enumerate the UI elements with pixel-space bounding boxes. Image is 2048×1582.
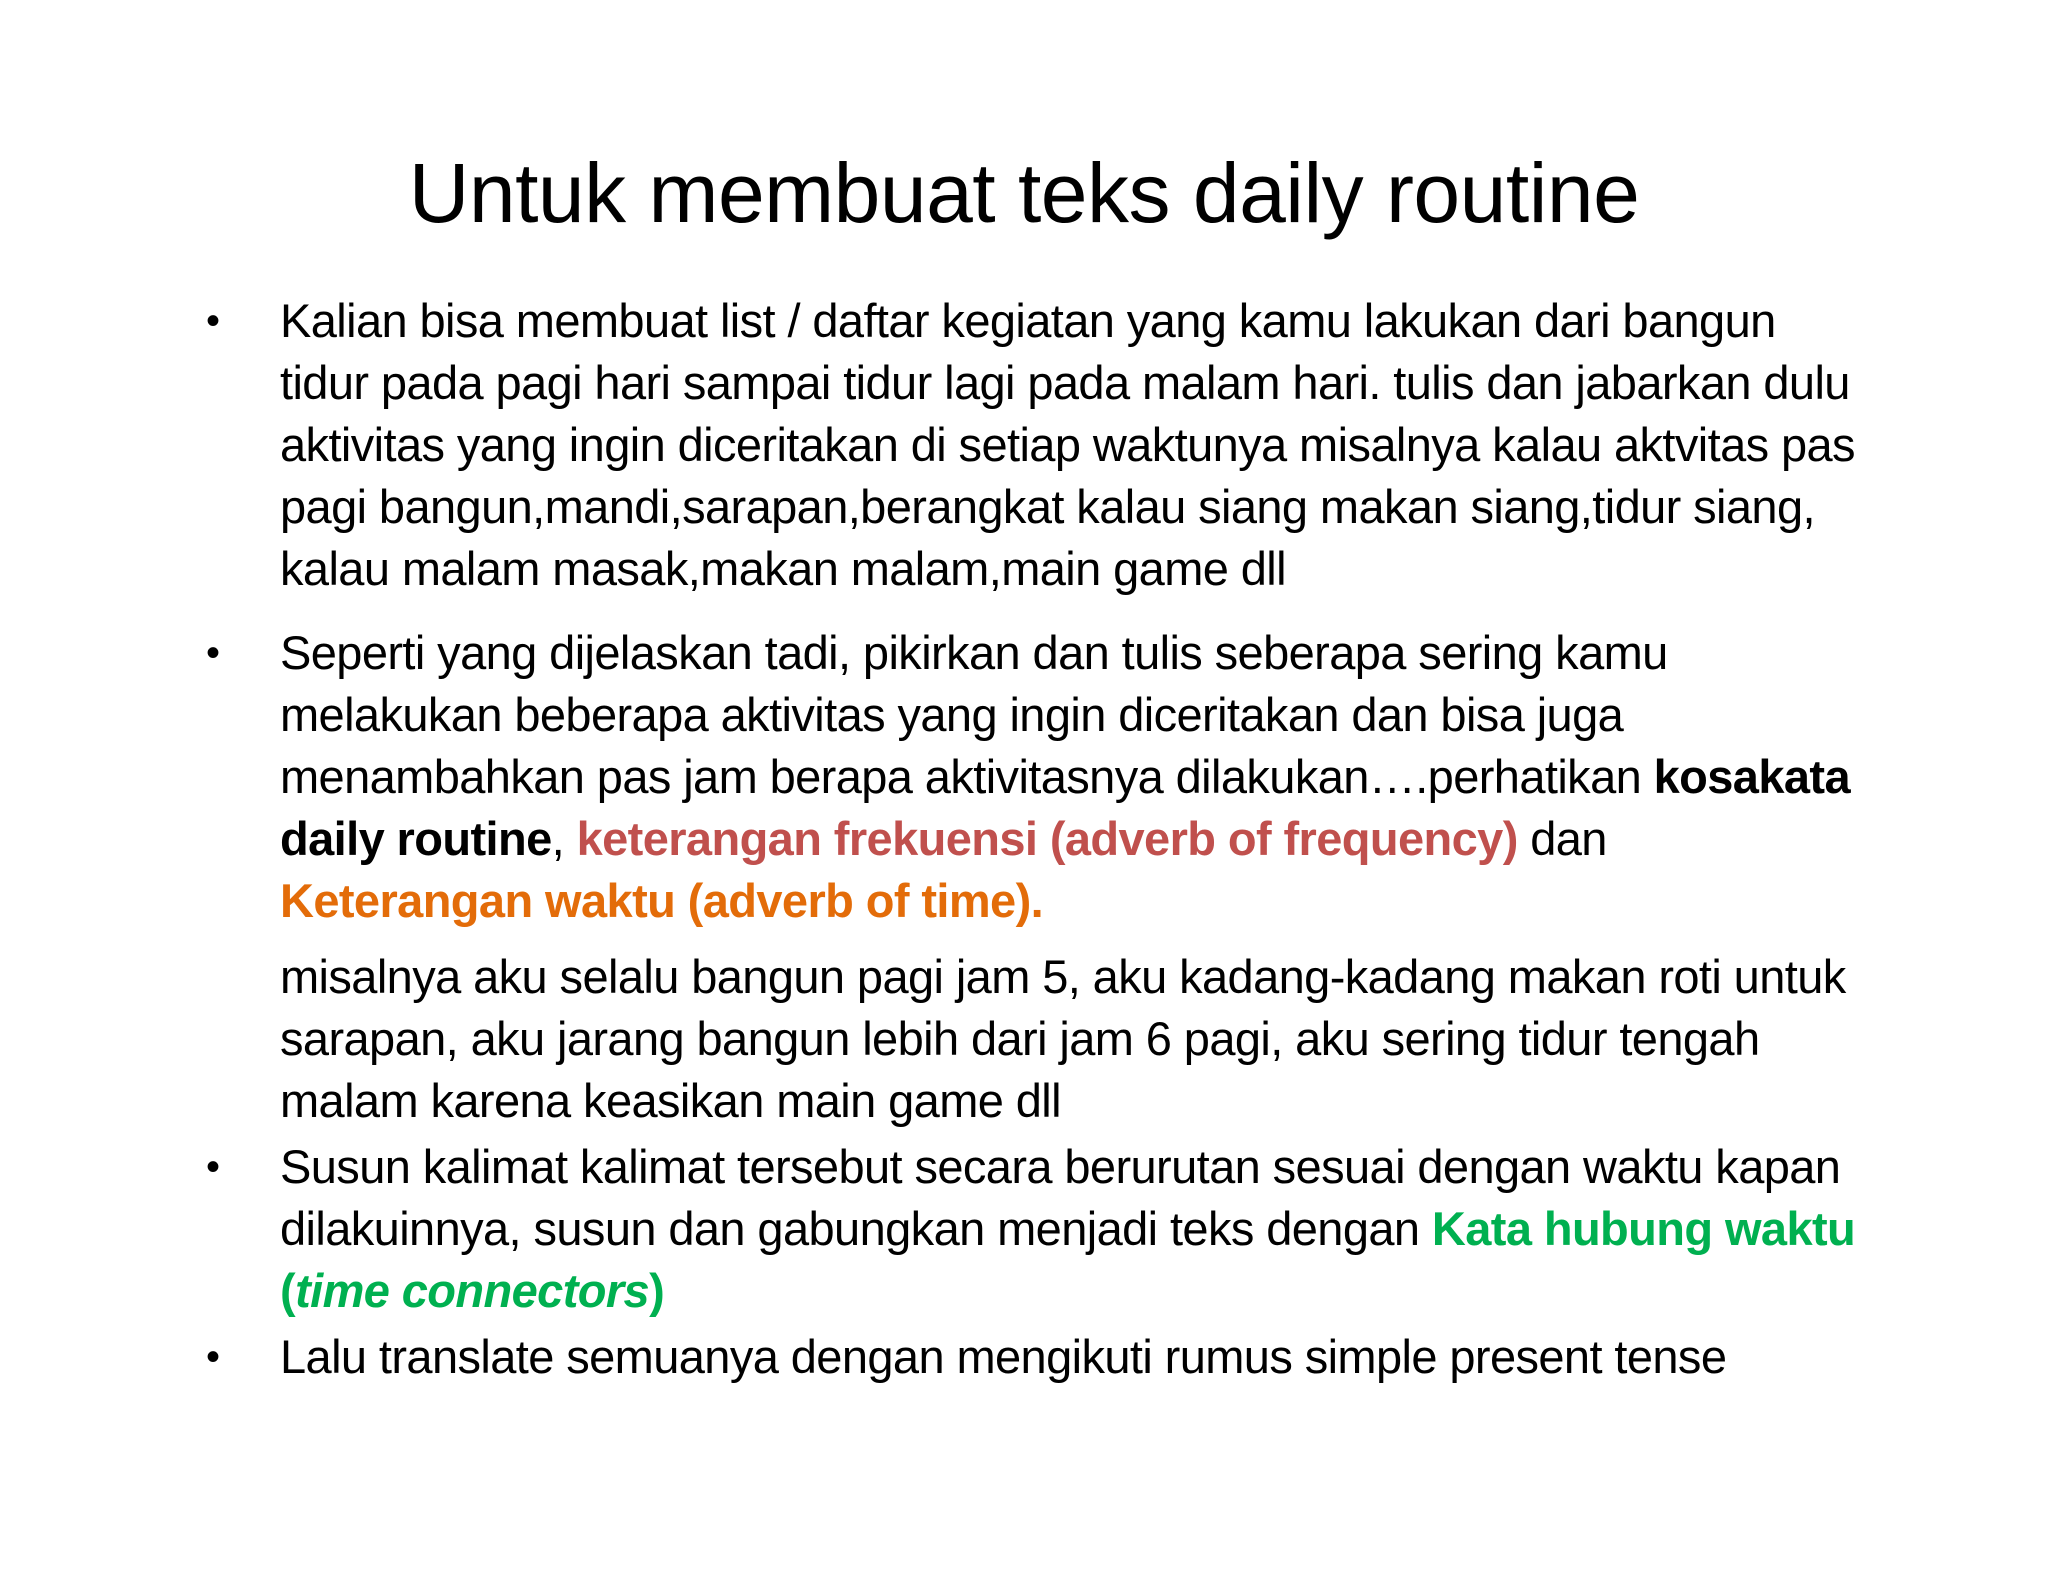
vocab-highlight: kosakata daily routine	[280, 750, 1851, 865]
bullet-marker: •	[206, 631, 220, 675]
bullet-text: Seperti yang dijelaskan tadi, pikirkan dan tulis seberapa sering kamu melakukan beberapa aktivitas yang ingin diceritakan dan bisa juga menambahkan pas jam berapa aktivitasnya dilakukan….perhatikan	[280, 626, 1668, 803]
bullet-text: Lalu translate semuanya dengan mengikuti rumus simple present tense	[280, 1330, 1727, 1383]
slide-body	[200, 290, 1860, 1388]
frequency-highlight: keterangan frekuensi (adverb of frequency)	[576, 812, 1518, 865]
connector-prefix: Kata hubung waktu (	[280, 1202, 1856, 1317]
bullet-text: Susun kalimat kalimat tersebut secara berurutan sesuai dengan waktu kapan dilakuinnya, susun dan gabungkan menjadi teks dengan	[280, 1140, 1841, 1255]
slide-title: Untuk membuat teks daily routine	[408, 146, 1640, 240]
bullet-item-arrange	[200, 1136, 1860, 1322]
bullet-marker: •	[206, 299, 220, 343]
bullet-item-list-activities	[200, 290, 1860, 600]
and-text: dan	[1517, 812, 1607, 865]
example-paragraph	[200, 946, 1860, 1132]
connector-suffix: )	[649, 1264, 665, 1317]
bullet-marker: •	[206, 1145, 220, 1189]
connector-italic: time connectors	[295, 1264, 650, 1317]
example-text: misalnya aku selalu bangun pagi jam 5, aku kadang-kadang makan roti untuk sarapan, aku jarang bangun lebih dari jam 6 pagi, aku sering tidur tengah malam karena keasikan main game dll	[280, 950, 1846, 1127]
bullet-marker: •	[206, 1335, 220, 1379]
bullet-item-translate	[200, 1326, 1860, 1388]
bullet-item-frequency	[200, 622, 1860, 932]
bullet-text: Kalian bisa membuat list / daftar kegiatan yang kamu lakukan dari bangun tidur pada pagi hari sampai tidur lagi pada malam hari. tulis dan jabarkan dulu aktivitas yang ingin diceritakan di setiap waktunya misalnya kalau aktvitas pas pagi bangun,mandi,sarapan,berangkat kalau siang makan siang,tidur siang, kalau malam masak,makan malam,main game dll	[280, 294, 1855, 595]
time-adverb-highlight: Keterangan waktu (adverb of time).	[280, 874, 1044, 927]
comma-text: ,	[551, 812, 577, 865]
